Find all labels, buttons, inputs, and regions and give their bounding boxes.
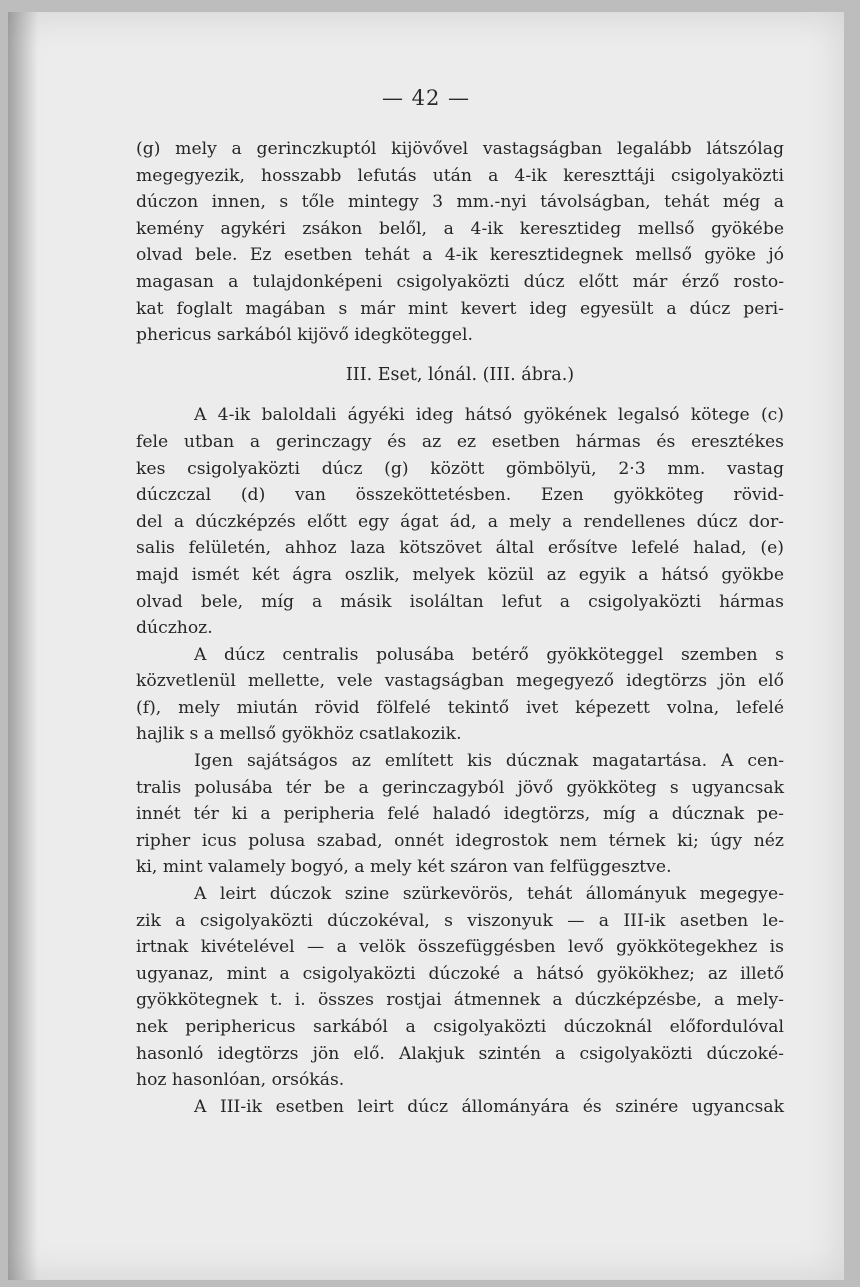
- text-line: hajlik s a mellső gyökhöz csatlakozik.: [136, 724, 462, 745]
- text-line: del a dúczképzés előtt egy ágat ád, a mely a rendellenes dúcz dor-: [136, 511, 784, 532]
- text-line: dúczhoz.: [136, 618, 213, 639]
- text-line: dúczon innen, s tőle mintegy 3 mm.-nyi távolságban, tehát még a: [136, 192, 784, 213]
- text-line: (f), mely miután rövid fölfelé tekintő ivet képezett volna, lefelé: [136, 697, 784, 718]
- page-number: — 42 —: [381, 86, 471, 110]
- text-line: (g) mely a gerinczkuptól kijövővel vastagságban legalább látszólag: [136, 139, 784, 159]
- text-line: közvetlenül mellette, vele vastagságban megegyező idegtörzs jön elő: [136, 671, 784, 692]
- text-line: ripher icus polusa szabad, onnét idegrostok nem térnek ki; úgy néz: [136, 830, 784, 851]
- text-line: ki, mint valamely bogyó, a mely két száron van felfüggesztve.: [136, 857, 672, 878]
- text-line: kes csigolyaközti dúcz (g) között gömbölyü, 2·3 mm. vastag: [136, 458, 784, 479]
- text-line: dúczczal (d) van összeköttetésben. Ezen gyökköteg rövid-: [136, 485, 784, 506]
- text-line: innét tér ki a peripheria felé haladó idegtörzs, míg a dúcznak pe-: [136, 804, 784, 825]
- text-line: ugyanaz, mint a csigolyaközti dúczoké a hátsó gyökökhez; az illető: [136, 963, 784, 984]
- text-line: phericus sarkából kijövő idegköteggel.: [136, 325, 473, 346]
- text-line: salis felületén, ahhoz laza kötszövet által erősítve lefelé halad, (e): [136, 538, 784, 559]
- section-heading: III. Eset, lónál. (III. ábra.): [345, 364, 575, 385]
- text-line: Igen sajátságos az említett kis dúcznak magatartása. A cen-: [194, 751, 784, 772]
- text-line: olvad bele. Ez esetben tehát a 4-ik keresztidegnek mellső gyöke jó: [136, 245, 784, 266]
- text-line: tralis polusába tér be a gerinczagyból jövő gyökköteg s ugyancsak: [136, 777, 784, 798]
- text-line: A III-ik esetben leirt dúcz állományára és szinére ugyancsak: [194, 1096, 784, 1117]
- text-line: fele utban a gerinczagy és az ez esetben hármas és eresztékes: [136, 431, 784, 452]
- text-line: nek periphericus sarkából a csigolyaközti dúczoknál előfordulóval: [136, 1017, 784, 1037]
- text-line: hasonló idegtörzs jön elő. Alakjuk szintén a csigolyaközti dúczoké-: [136, 1043, 784, 1064]
- text-line: irtnak kivételével — a velök összefüggésben levő gyökkötegekhez is: [136, 937, 784, 958]
- text-line: kat foglalt magában s már mint kevert ideg egyesült a dúcz peri-: [136, 298, 784, 319]
- text-line: hoz hasonlóan, orsókás.: [136, 1070, 345, 1091]
- text-line: magasan a tulajdonképeni csigolyaközti dúcz előtt már érző rosto-: [136, 271, 784, 292]
- body-text: [136, 136, 784, 1120]
- text-line: majd ismét két ágra oszlik, melyek közül az egyik a hátsó gyökbe: [136, 564, 784, 585]
- text-line: A dúcz centralis polusába betérő gyökköteggel szemben s: [194, 644, 784, 665]
- text-line: zik a csigolyaközti dúczokéval, s viszonyuk — a III-ik asetben le-: [136, 910, 784, 931]
- text-line: A 4-ik baloldali ágyéki ideg hátsó gyökének legalsó kötege (c): [194, 405, 784, 426]
- text-line: olvad bele, míg a másik isoláltan lefut a csigolyaközti hármas: [136, 591, 784, 612]
- text-line: A leirt dúczok szine szürkevörös, tehát állományuk megegye-: [194, 884, 784, 905]
- text-line: gyökkötegnek t. i. összes rostjai átmennek a dúczképzésbe, a mely-: [136, 990, 784, 1011]
- text-line: kemény agykéri zsákon belől, a 4-ik keresztideg mellső gyökébe: [136, 218, 784, 239]
- book-page: [8, 12, 844, 1280]
- text-line: megegyezik, hosszabb lefutás után a 4-ik kereszttáji csigolyaközti: [136, 165, 784, 186]
